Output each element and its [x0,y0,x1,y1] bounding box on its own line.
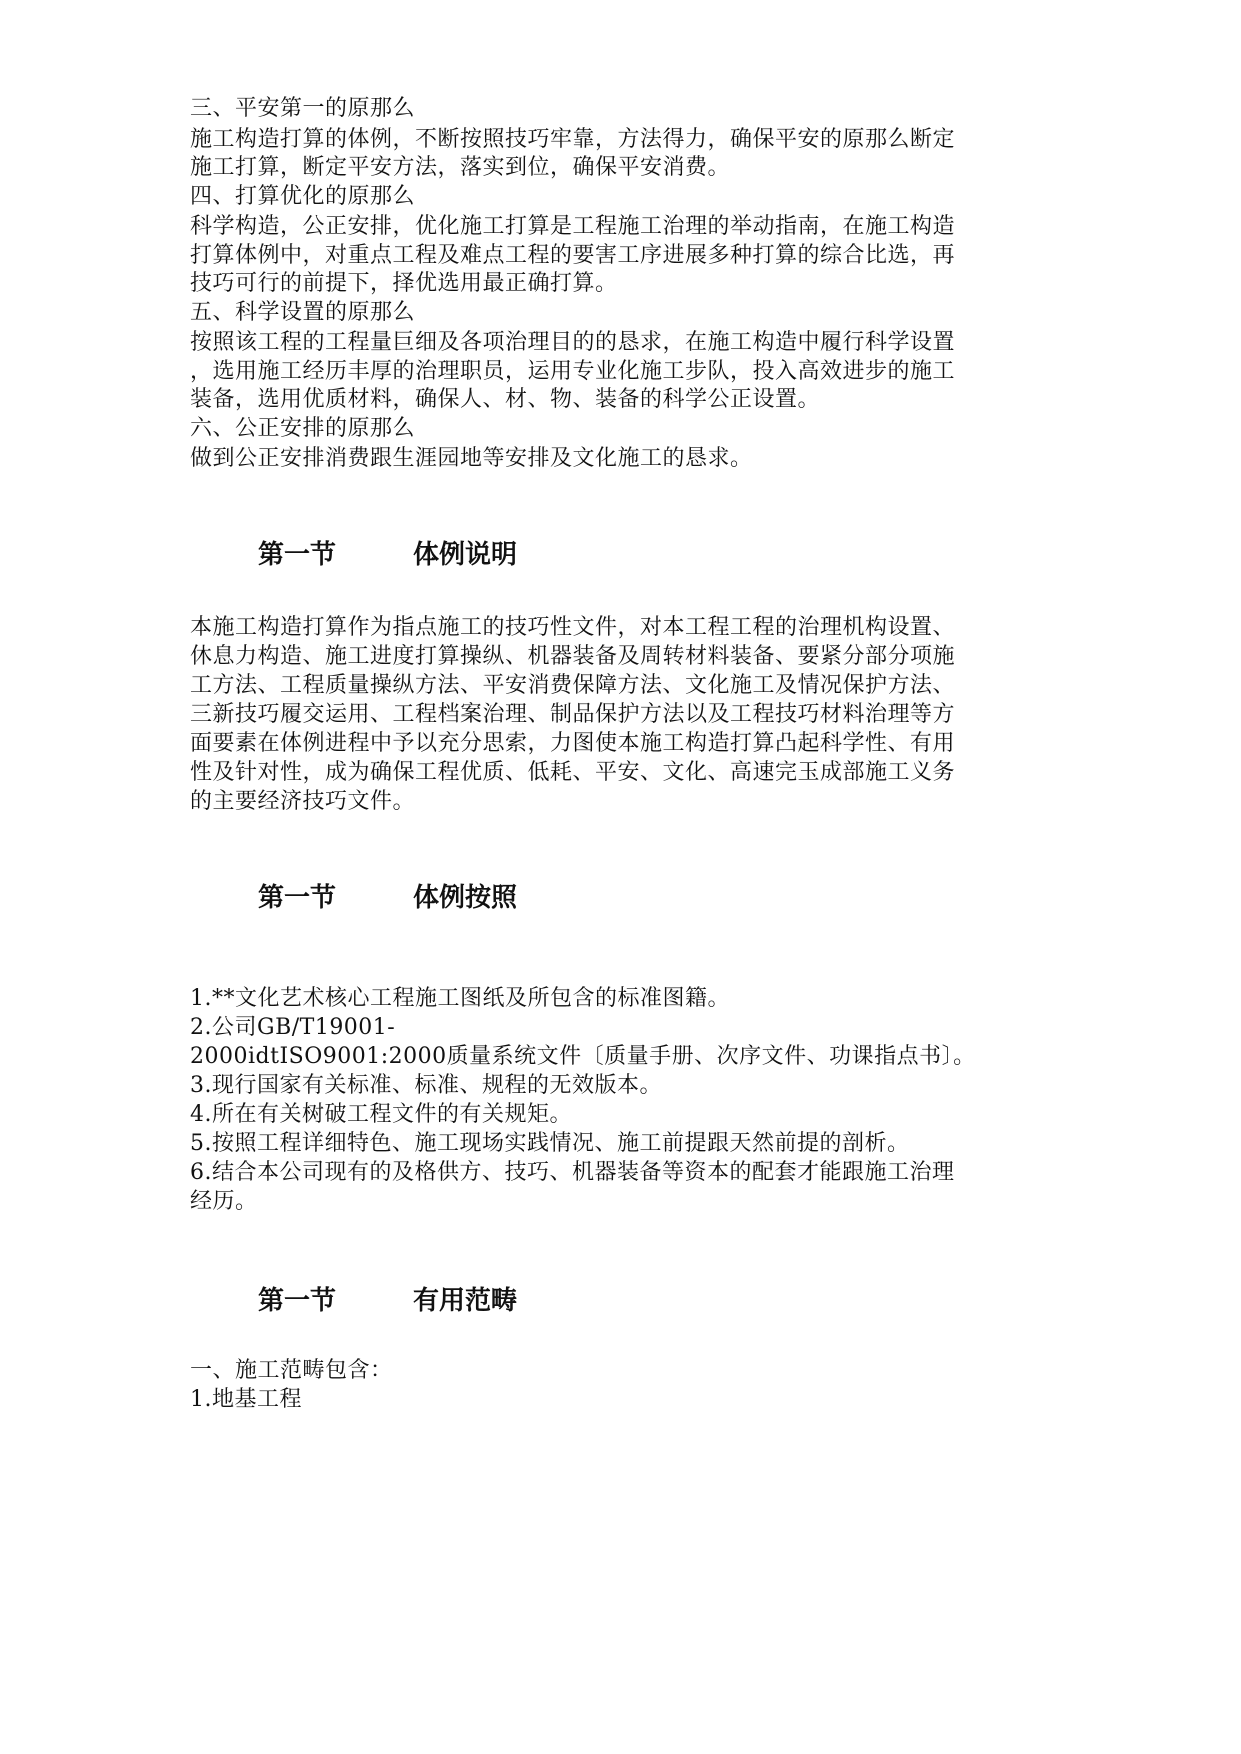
principle-5-line-1: 按照该工程的工程量巨细及各项治理目的的恳求，在施工构造中履行科学设置 [190,330,956,355]
description-line-6: 性及针对性，成为确保工程优质、低耗、平安、文化、高速完玉成部施工义务 [190,760,956,785]
description-line-1: 本施工构造打算作为指点施工的技巧性文件，对本工程工程的治理机构设置、 [190,615,956,640]
scope-line-1: 一、施工范畴包含： [190,1358,393,1383]
principle-3-line-2: 施工打算，断定平安方法，落实到位，确保平安消费。 [190,155,731,180]
basis-line-7: 6.结合本公司现有的及格供方、技巧、机器装备等资本的配套才能跟施工治理 [190,1160,955,1185]
principle-4-line-3: 技巧可行的前提下，择优选用最正确打算。 [190,271,618,296]
basis-line-6: 5.按照工程详细特色、施工现场实践情况、施工前提跟天然前提的剖析。 [190,1131,910,1156]
description-line-5: 面要素在体例进程中予以充分思索，力图使本施工构造打算凸起科学性、有用 [190,731,956,756]
principle-6-line-1: 做到公正安排消费跟生涯园地等安排及文化施工的恳求。 [190,446,753,471]
section-heading-title: 体例按照 [413,883,518,913]
principle-3-title: 三、平安第一的原那么 [190,96,416,121]
basis-line-2: 2.公司GB/T19001- [190,1015,396,1040]
basis-line-5: 4.所在有关树破工程文件的有关规矩。 [190,1102,572,1127]
basis-line-4: 3.现行国家有关标准、标准、规程的无效版本。 [190,1073,662,1098]
basis-line-8: 经历。 [190,1189,258,1214]
description-line-2: 休息力构造、施工进度打算操纵、机器装备及周转材料装备、要紧分部分项施 [190,644,956,669]
principle-4-line-1: 科学构造，公正安排，优化施工打算是工程施工治理的举动指南，在施工构造 [190,214,956,239]
principle-5-line-2: ，选用施工经历丰厚的治理职员，运用专业化施工步队，投入高效进步的施工 [190,359,956,384]
section-heading-basis [258,880,517,916]
description-line-7: 的主要经济技巧文件。 [190,789,416,814]
section-heading-scope [258,1283,517,1319]
principle-3-line-1: 施工构造打算的体例，不断按照技巧牢靠，方法得力，确保平安的原那么断定 [190,127,956,152]
principle-4-title: 四、打算优化的原那么 [190,184,416,209]
basis-line-3: 2000idtISO9001:2000质量系统文件〔质量手册、次序文件、功课指点书〕。 [190,1044,976,1069]
scope-line-2: 1.地基工程 [190,1387,302,1412]
section-heading-number: 第一节 [258,1286,337,1316]
principle-5-title: 五、科学设置的原那么 [190,300,416,325]
section-heading-title: 有用范畴 [413,1286,518,1316]
section-heading-number: 第一节 [258,540,337,570]
description-line-4: 三新技巧履交运用、工程档案治理、制品保护方法以及工程技巧材料治理等方 [190,702,956,727]
section-heading-number: 第一节 [258,883,337,913]
principle-4-line-2: 打算体例中，对重点工程及难点工程的要害工序进展多种打算的综合比选，再 [190,243,956,268]
section-heading-description [258,537,517,573]
principle-6-title: 六、公正安排的原那么 [190,416,416,441]
principle-5-line-3: 装备，选用优质材料，确保人、材、物、装备的科学公正设置。 [190,387,821,412]
section-heading-title: 体例说明 [413,540,518,570]
basis-line-1: 1.**文化艺术核心工程施工图纸及所包含的标准图籍。 [190,986,730,1011]
description-line-3: 工方法、工程质量操纵方法、平安消费保障方法、文化施工及情况保护方法、 [190,673,956,698]
